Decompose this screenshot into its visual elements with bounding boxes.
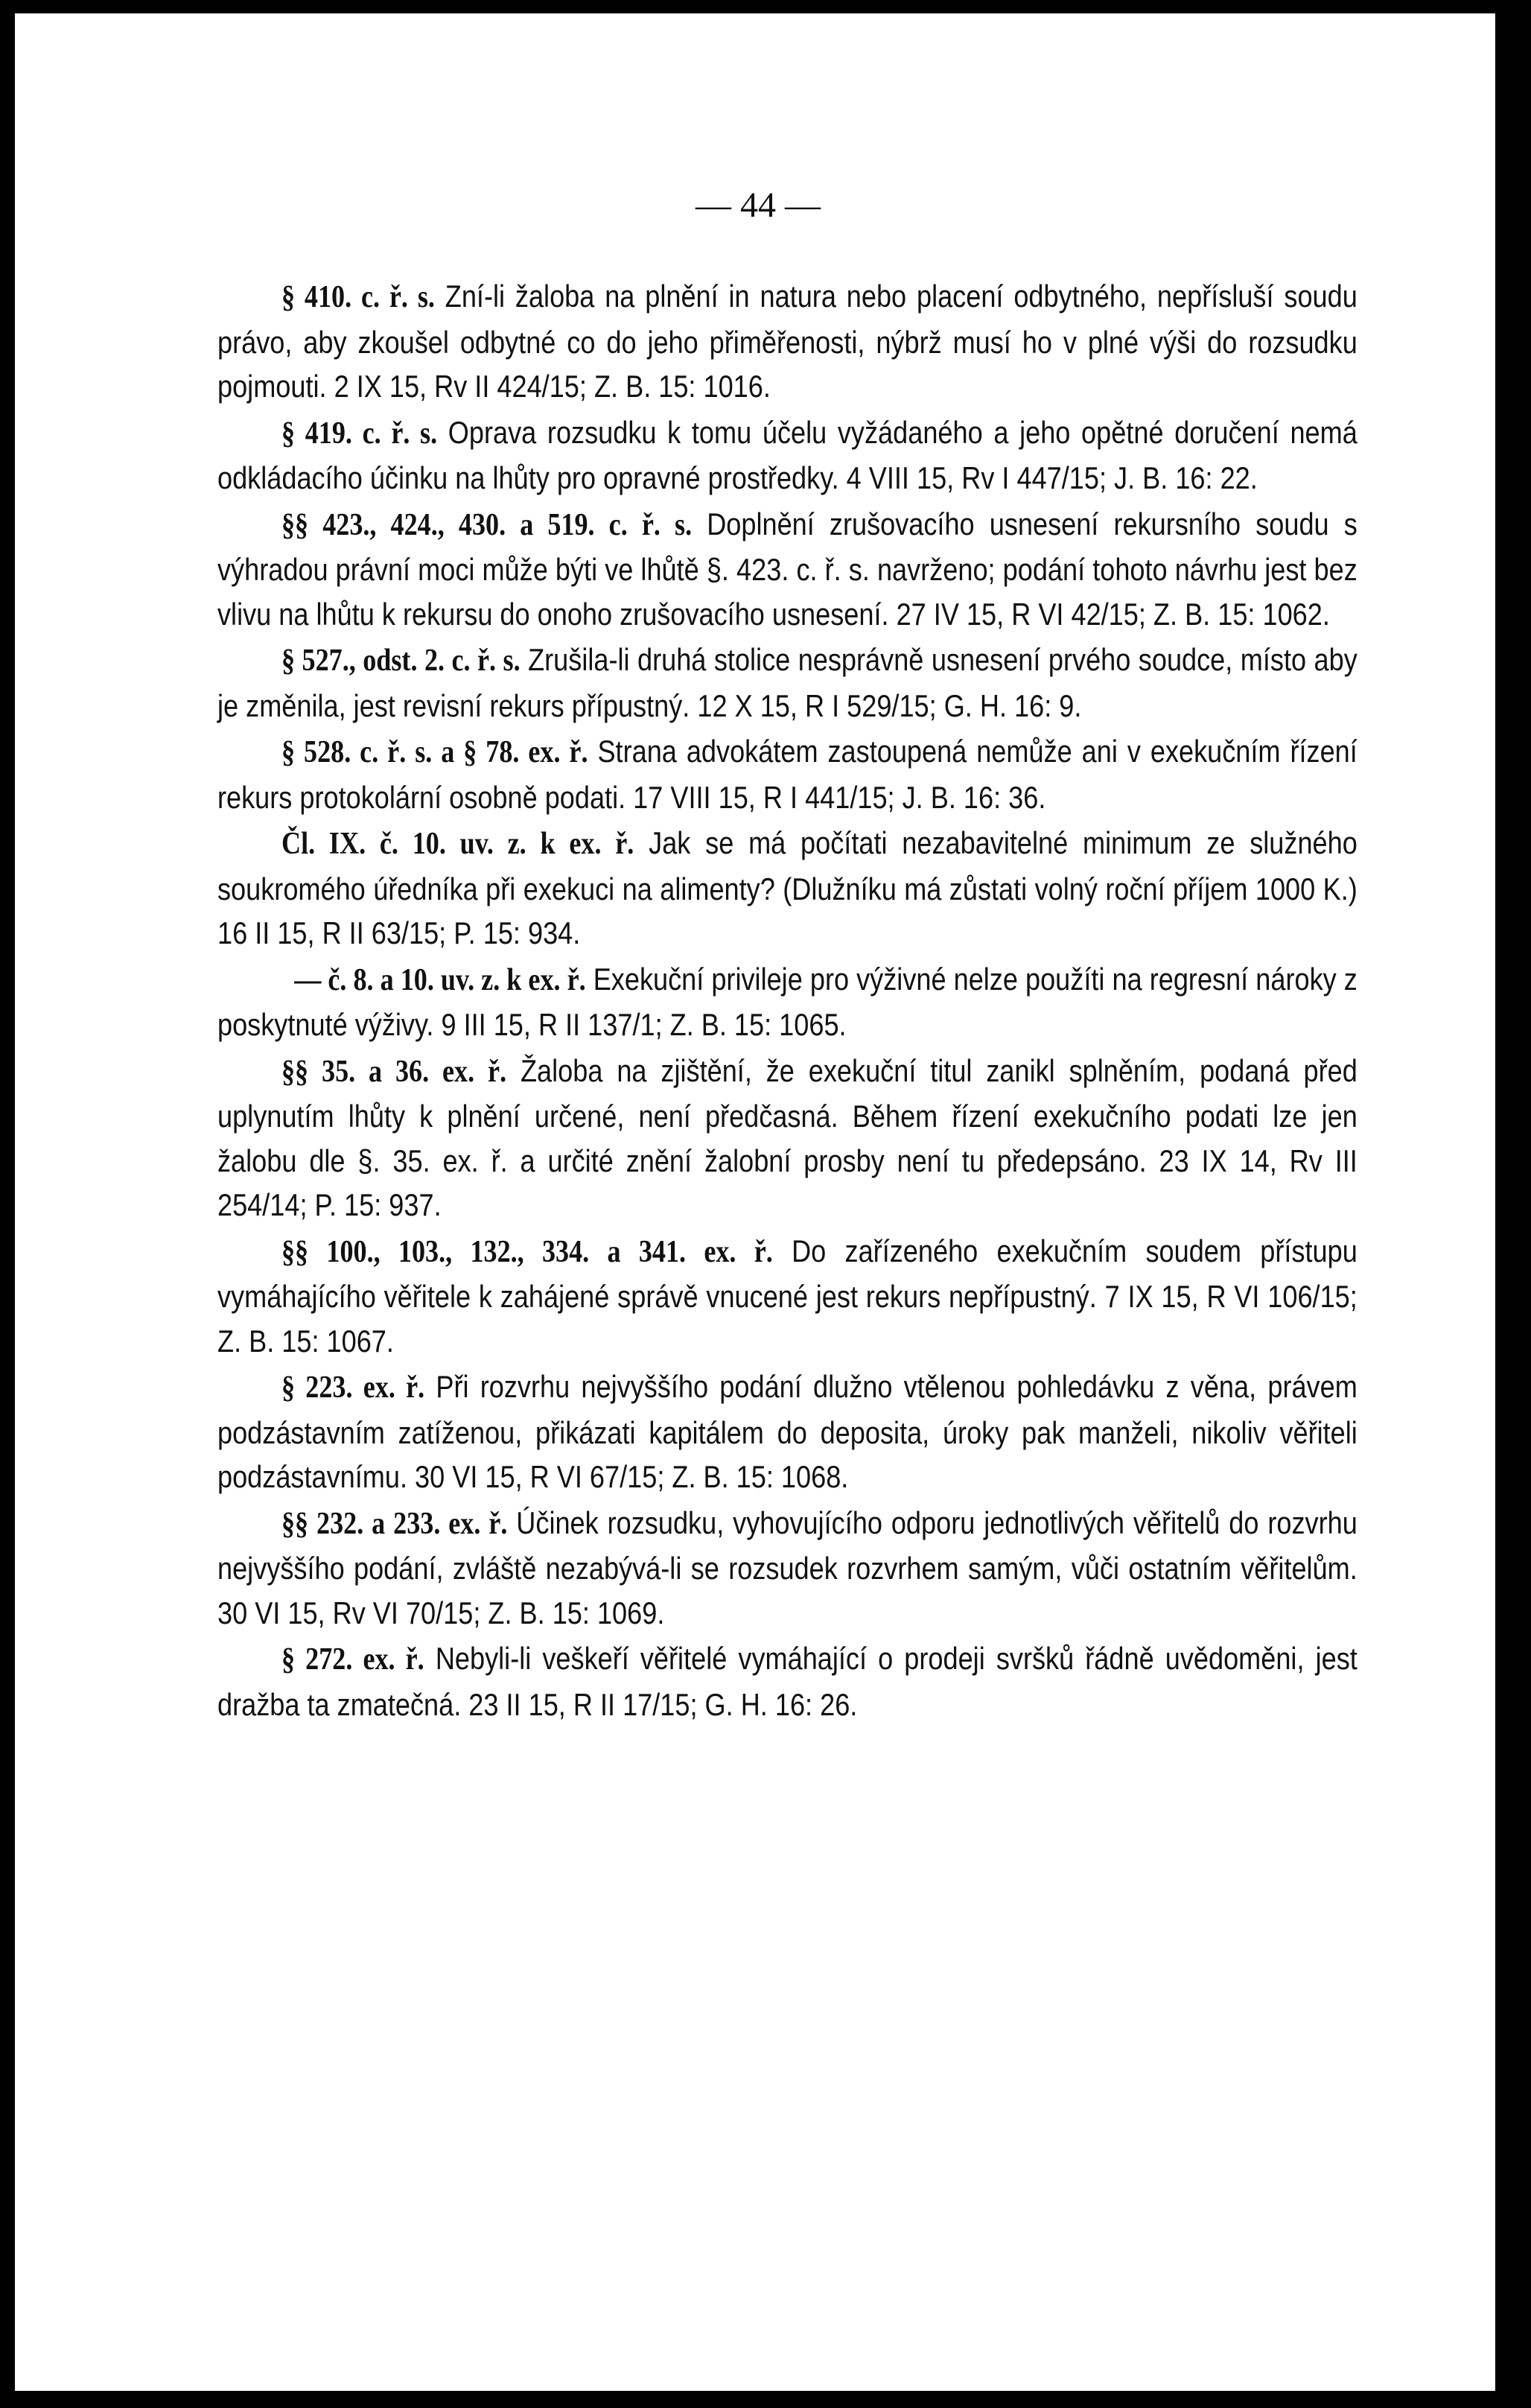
- entry-text: Doplnění zrušovacího usnesení rekursního soudu s výhradou právní moci může býti ve lhůtě §. 423. c. ř. s. navrženo; podání tohoto návrhu jest bez vlivu na lhůtu k rekursu do onoho zrušovacího usnesení. 27 IV 15, R VI 42/15; Z. B. 15: 1062.: [217, 506, 1357, 632]
- entry-423: [217, 502, 1357, 637]
- entry-reference: §§ 232. a 233. ex. ř.: [281, 1506, 508, 1541]
- entry-text: Účinek rozsudku, vyhovujícího odporu jednotlivých věřitelů do rozvrhu nejvyššího podání, zvláště nezabývá-li se rozsudek rozvrhem samým, vůči ostatním věřitelům. 30 VI 15, Rv VI 70/15; Z. B. 15: 1069.: [217, 1505, 1357, 1630]
- entry-reference: § 223. ex. ř.: [281, 1370, 425, 1405]
- entry-text: Nebyli-li veškeří věřitelé vymáhající o prodeji svršků řádně uvědoměni, jest dražba ta zmatečná. 23 II 15, R II 17/15; G. H. 16: 26.: [217, 1641, 1357, 1722]
- entry-reference: § 527., odst. 2. c. ř. s.: [281, 644, 521, 678]
- entry-reference: — č. 8. a 10. uv. z. k ex. ř.: [294, 962, 586, 997]
- entry-text: Zrušila-li druhá stolice nesprávně usnesení prvého soudce, místo aby je změnila, jest revisní rekurs přípustný. 12 X 15, R I 529/15; G. H. 16: 9.: [217, 642, 1357, 723]
- entry-reference: Čl. IX. č. 10. uv. z. k ex. ř.: [281, 827, 634, 861]
- entry-reference: §§ 35. a 36. ex. ř.: [281, 1054, 507, 1089]
- entry-text: Oprava rozsudku k tomu účelu vyžádaného a jeho opětné doručení nemá odkládacího účinku na lhůty pro opravné prostředky. 4 VIII 15, Rv I 447/15; J. B. 16: 22.: [217, 414, 1357, 495]
- entry-reference: §§ 100., 103., 132., 334. a 341. ex. ř.: [281, 1234, 773, 1269]
- entry-419: [217, 410, 1357, 501]
- entry-text: Do zařízeného exekučním soudem přístupu vymáhajícího věřitele k zahájené správě vnucené jest rekurs nepřípustný. 7 IX 15, R VI 106/15; Z. B. 15: 1067.: [217, 1233, 1357, 1359]
- entry-527: [217, 638, 1357, 728]
- entry-reference: § 272. ex. ř.: [281, 1642, 424, 1677]
- page-number: — 44 —: [696, 185, 821, 225]
- entry-528: [217, 729, 1357, 819]
- entry-reference: §§ 423., 424., 430. a 519. c. ř. s.: [281, 507, 693, 542]
- entry-cl-ix: [217, 821, 1357, 956]
- entry-text: Zní-li žaloba na plnění in natura nebo placení odbytného, nepřísluší soudu právo, aby zkoušel odbytné co do jeho přiměřenosti, nýbrž musí ho v plné výši do rozsudku pojmouti. 2 IX 15, Rv II 424/15; Z. B. 15: 1016.: [217, 279, 1357, 404]
- entry-reference: § 528. c. ř. s. a § 78. ex. ř.: [281, 735, 588, 769]
- entry-text: Strana advokátem zastoupená nemůže ani v exekučním řízení rekurs protokolární osobně podati. 17 VIII 15, R I 441/15; J. B. 16: 36.: [217, 734, 1357, 815]
- entry-c8-c10: [217, 957, 1357, 1047]
- entry-text: Exekuční privileje pro výživné nelze použíti na regresní nároky z poskytnuté výživy. 9 III 15, R II 137/1; Z. B. 15: 1065.: [217, 961, 1357, 1042]
- entry-reference: § 419. c. ř. s.: [281, 416, 438, 451]
- entry-text: Žaloba na zjištění, že exekuční titul zanikl splněním, podaná před uplynutím lhůty k plnění určené, není předčasná. Během řízení exekučního podati lze jen žalobu dle §. 35. ex. ř. a určité znění žalobní prosby není tu předepsáno. 23 IX 14, Rv III 254/14; P. 15: 937.: [217, 1052, 1357, 1222]
- entry-35-36: [217, 1049, 1357, 1227]
- entry-text: Jak se má počítati nezabavitelné minimum ze služného soukromého úředníka při exekuci na alimenty? (Dlužníku má zůstati volný roční příjem 1000 K.) 16 II 15, R II 63/15; P. 15: 934.: [217, 825, 1357, 950]
- entry-223: [217, 1365, 1357, 1499]
- entry-100: [217, 1229, 1357, 1364]
- scan-edge: [1495, 0, 1531, 2408]
- entry-410: [217, 274, 1357, 409]
- entry-text: Při rozvrhu nejvyššího podání dlužno vtělenou pohledávku z věna, právem podzástavním zatíženou, přikázati kapitálem do deposita, úroky pak manželi, nikoliv věřiteli podzástavnímu. 30 VI 15, R VI 67/15; Z. B. 15: 1068.: [217, 1369, 1357, 1494]
- entry-272: [217, 1636, 1357, 1726]
- page-body: [217, 274, 1357, 1728]
- entry-reference: § 410. c. ř. s.: [281, 280, 435, 314]
- entry-232-233: [217, 1501, 1357, 1636]
